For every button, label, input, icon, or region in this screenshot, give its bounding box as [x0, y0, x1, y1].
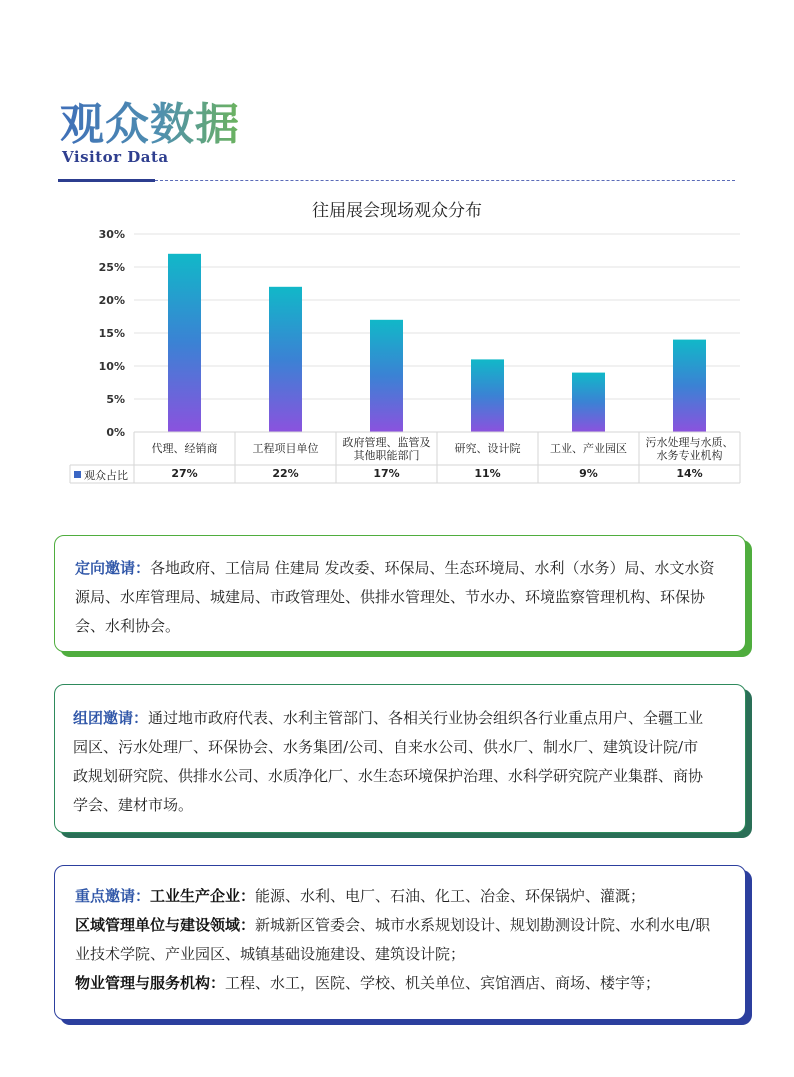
- bar-chart: [0, 0, 794, 500]
- card-lead: 重点邀请：: [75, 887, 151, 905]
- legend-swatch: [74, 471, 81, 478]
- item-text-regional: 新城新区管委会、城市水系规划设计、规划勘测设计院、水利水电/职业技术学院、产业园区、城镇基础设施建设、建筑设计院；: [75, 916, 711, 963]
- x-category-label: 研究、设计院: [454, 442, 521, 455]
- x-category-label: 工程项目单位: [252, 442, 319, 455]
- x-category-label: 工业、产业园区: [550, 442, 627, 455]
- value-label: 14%: [676, 467, 703, 480]
- bar: [269, 287, 302, 432]
- item-text-property: 工程、水工，医院、学校、机关单位、宾馆酒店、商场、楼宇等；: [225, 974, 661, 992]
- y-tick-label: 30%: [98, 228, 125, 241]
- value-label: 17%: [373, 467, 400, 480]
- x-category-label: 代理、经销商: [151, 442, 218, 455]
- key-invitation-card: [54, 865, 746, 1020]
- y-tick-label: 15%: [98, 327, 125, 340]
- card-lead: 定向邀请：: [75, 559, 151, 577]
- item-label-industry: 工业生产企业：: [150, 887, 256, 905]
- bar: [572, 373, 605, 432]
- x-category-label: 污水处理与水质、 水务专业机构: [645, 435, 734, 462]
- value-label: 27%: [171, 467, 198, 480]
- item-label-regional: 区域管理单位与建设领域：: [75, 916, 256, 934]
- y-tick-label: 25%: [98, 261, 125, 274]
- bar: [370, 320, 403, 432]
- item-text-industry: 能源、水利、电厂、石油、化工、冶金、环保锅炉、灌溉；: [255, 887, 646, 905]
- page-subtitle: Visitor Data: [62, 148, 169, 166]
- bar: [471, 359, 504, 432]
- group-invitation-card: [54, 684, 746, 833]
- value-label: 9%: [579, 467, 598, 480]
- y-tick-label: 0%: [106, 426, 125, 439]
- card-lead: 组团邀请：: [73, 709, 149, 727]
- y-tick-label: 10%: [98, 360, 125, 373]
- bar: [673, 340, 706, 432]
- x-category-label: 政府管理、监管及 其他职能部门: [342, 435, 431, 462]
- legend-series: [70, 467, 134, 482]
- card-body: 各地政府、工信局 住建局 发改委、环保局、生态环境局、水利（水务）局、水文水资源局、水库管理局、城建局、市政管理处、供排水管理处、节水办、环境监察管理机构、环保协会、水利协会。: [75, 559, 715, 635]
- page-title: 观众数据: [60, 88, 240, 152]
- value-label: 11%: [474, 467, 501, 480]
- value-label: 22%: [272, 467, 299, 480]
- chart-title: 往届展会现场观众分布: [312, 201, 482, 221]
- item-label-property: 物业管理与服务机构：: [75, 974, 226, 992]
- bar: [168, 254, 201, 432]
- card-body: 通过地市政府代表、水利主管部门、各相关行业协会组织各行业重点用户、全疆工业园区、污水处理厂、环保协会、水务集团/公司、自来水公司、供水厂、制水厂、建筑设计院/市政规划研究院、供排水公司、水质净化厂、水生态环境保护治理、水科学研究院产业集群、商协学会、建材市场。: [73, 709, 704, 814]
- targeted-invitation-card: [54, 535, 746, 652]
- legend-label: 观众占比: [84, 468, 128, 482]
- y-tick-label: 5%: [106, 393, 125, 406]
- y-tick-label: 20%: [98, 294, 125, 307]
